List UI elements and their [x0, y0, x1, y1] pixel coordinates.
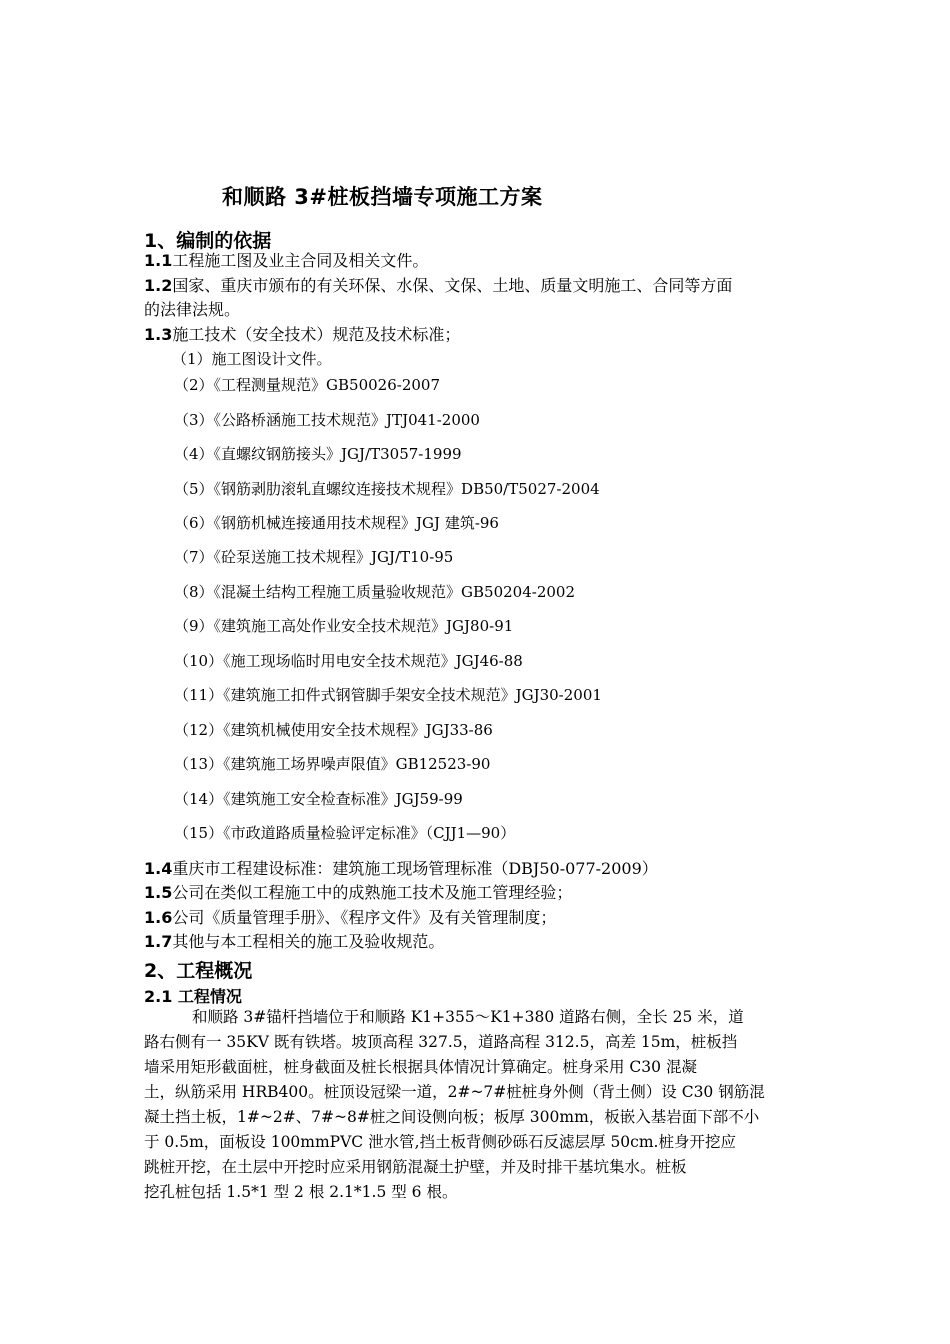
section-2-1-heading: 2.1 工程情况: [144, 987, 242, 1006]
item-1-1-number: 1.1: [144, 251, 173, 270]
item-1-4-number: 1.4: [144, 859, 173, 878]
item-1-3-number: 1.3: [144, 325, 173, 344]
item-1-3: [144, 324, 460, 346]
standard-item: （14）《建筑施工安全检查标准》JGJ59-99: [174, 790, 463, 808]
item-1-7-text: 其他与本工程相关的施工及验收规范。: [172, 932, 445, 951]
paragraph-line: 凝土挡土板，1#~2#、7#~8#桩之间设侧向板；板厚 300mm，板嵌入基岩面下部不小: [144, 1108, 760, 1126]
standard-item: （7）《砼泵送施工技术规程》JGJ/T10-95: [174, 548, 454, 566]
standard-item: （4）《直螺纹钢筋接头》JGJ/T3057-1999: [174, 445, 462, 463]
item-1-1-text: 工程施工图及业主合同及相关文件。: [172, 251, 429, 270]
paragraph-line: 墙采用矩形截面桩，桩身截面及桩长根据具体情况计算确定。桩身采用 C30 混凝: [144, 1058, 697, 1076]
paragraph-line: 路右侧有一 35KV 既有铁塔。坡顶高程 327.5，道路高程 312.5，高差 15m，桩板挡: [144, 1033, 738, 1051]
standard-item: （6）《钢筋机械连接通用技术规程》JGJ 建筑-96: [174, 514, 499, 532]
item-1-1: [144, 250, 428, 272]
section-2-heading: 2、工程概况: [144, 960, 253, 982]
section-1-heading: 1、编制的依据: [144, 230, 272, 252]
standard-item: （12）《建筑机械使用安全技术规程》JGJ33-86: [174, 721, 493, 739]
item-1-2-continuation: 的法律法规。: [144, 300, 241, 319]
item-1-5: [144, 882, 572, 904]
standard-item: （13）《建筑施工场界噪声限值》GB12523-90: [174, 755, 491, 773]
standard-item: （8）《混凝土结构工程施工质量验收规范》GB50204-2002: [174, 583, 576, 601]
standard-item: （11）《建筑施工扣件式钢管脚手架安全技术规范》JGJ30-2001: [174, 686, 602, 704]
item-1-2: [144, 275, 732, 297]
item-1-6-text: 公司《质量管理手册》、《程序文件》及有关管理制度；: [172, 908, 557, 927]
document-title: 和顺路 3#桩板挡墙专项施工方案: [222, 185, 543, 209]
item-1-2-text: 国家、重庆市颁布的有关环保、水保、文保、土地、质量文明施工、合同等方面: [172, 276, 733, 295]
item-1-5-number: 1.5: [144, 883, 173, 902]
standard-item: （15）《市政道路质量检验评定标准》（CJJ1—90）: [174, 824, 516, 842]
item-1-4-text: 重庆市工程建设标准：建筑施工现场管理标准（DBJ50-077-2009）: [172, 859, 658, 878]
standard-item: （5）《钢筋剥肋滚轧直螺纹连接技术规程》DB50/T5027-2004: [174, 480, 600, 498]
standard-item: （2）《工程测量规范》GB50026-2007: [174, 376, 441, 394]
standard-item: （1）施工图设计文件。: [172, 350, 332, 368]
paragraph-line: 挖孔桩包括 1.5*1 型 2 根 2.1*1.5 型 6 根。: [144, 1183, 458, 1201]
item-1-3-text: 施工技术（安全技术）规范及技术标准；: [172, 325, 461, 344]
item-1-7-number: 1.7: [144, 932, 173, 951]
standard-item: （9）《建筑施工高处作业安全技术规范》JGJ80-91: [174, 617, 514, 635]
item-1-6: [144, 907, 556, 929]
paragraph-line: 跳桩开挖，在土层中开挖时应采用钢筋混凝土护壁，并及时排干基坑集水。桩板: [144, 1158, 687, 1176]
paragraph-line: 土，纵筋采用 HRB400。桩顶设冠梁一道，2#~7#桩桩身外侧（背土侧）设 C30 钢筋混: [144, 1083, 765, 1101]
paragraph-line: 于 0.5m，面板设 100mmPVC 泄水管,挡土板背侧砂砾石反滤层厚 50cm.桩身开挖应: [144, 1133, 736, 1151]
standard-item: （3）《公路桥涵施工技术规范》JTJ041-2000: [174, 411, 480, 429]
item-1-7: [144, 931, 444, 953]
item-1-5-text: 公司在类似工程施工中的成熟施工技术及施工管理经验；: [172, 883, 573, 902]
standard-item: （10）《施工现场临时用电安全技术规范》JGJ46-88: [174, 652, 523, 670]
item-1-6-number: 1.6: [144, 908, 173, 927]
item-1-2-number: 1.2: [144, 276, 173, 295]
paragraph-line: 和顺路 3#锚杆挡墙位于和顺路 K1+355～K1+380 道路右侧，全长 25 米，道: [192, 1008, 744, 1026]
item-1-4: [144, 858, 658, 880]
